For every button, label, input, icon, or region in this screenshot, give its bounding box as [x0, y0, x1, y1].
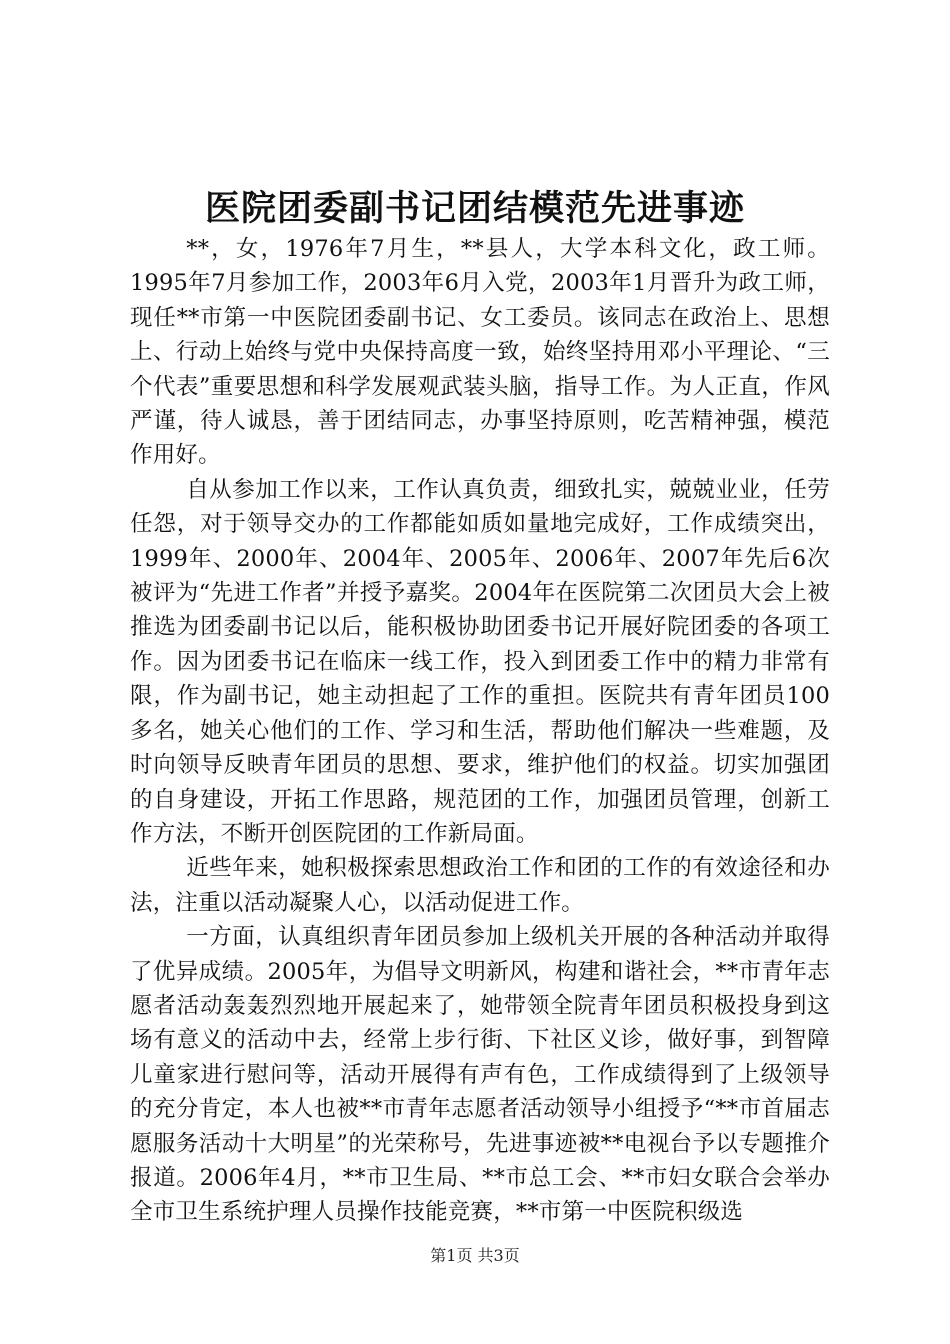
- document-body: [130, 232, 830, 1230]
- paragraph-1: **，女，1976年7月生，**县人，大学本科文化，政工师。1995年7月参加工作，2003年6月入党，2003年1月晋升为政工师，现任**市第一中医院团委副书记、女工委员。该同志在政治上、思想上、行动上始终与党中央保持高度一致，始终坚持用邓小平理论、“三个代表”重要思想和科学发展观武装头脑，指导工作。为人正直，作风严谨，待人诚恳，善于团结同志，办事坚持原则，吃苦精神强，模范作用好。: [130, 236, 830, 469]
- page-number-footer: 第1页 共3页: [430, 1246, 520, 1265]
- paragraph-3: 近些年来，她积极探索思想政治工作和团的工作的有效途径和办法，注重以活动凝聚人心，以活动促进工作。: [130, 855, 830, 916]
- paragraph-4: 一方面，认真组织青年团员参加上级机关开展的各种活动并取得了优异成绩。2005年，为倡导文明新风，构建和谐社会，**市青年志愿者活动轰轰烈烈地开展起来了，她带领全院青年团员积极投身到这场有意义的活动中去，经常上步行街、下社区义诊，做好事，到智障儿童家进行慰问等，活动开展得有声有色，工作成绩得到了上级领导的充分肯定，本人也被**市青年志愿者活动领导小组授予“**市首届志愿服务活动十大明星”的光荣称号，先进事迹被**电视台予以专题推介报道。2006年4月，**市卫生局、**市总工会、**市妇女联合会举办全市卫生系统护理人员操作技能竞赛，**市第一中医院积级选: [130, 924, 830, 1226]
- paragraph-2: 自从参加工作以来，工作认真负责，细致扎实，兢兢业业，任劳任怨，对于领导交办的工作都能如质如量地完成好，工作成绩突出，1999年、2000年、2004年、2005年、2006年、2007年先后6次被评为“先进工作者”并授予嘉奖。2004年在医院第二次团员大会上被推选为团委副书记以后，能积极协助团委书记开展好院团委的各项工作。因为团委书记在临床一线工作，投入到团委工作中的精力非常有限，作为副书记，她主动担起了工作的重担。医院共有青年团员100多名，她关心他们的工作、学习和生活，帮助他们解决一些难题，及时向领导反映青年团员的思想、要求，维护他们的权益。切实加强团的自身建设，开拓工作思路，规范团的工作，加强团员管理，创新工作方法，不断开创医院团的工作新局面。: [130, 476, 830, 847]
- document-title: 医院团委副书记团结模范先进事迹: [204, 188, 745, 229]
